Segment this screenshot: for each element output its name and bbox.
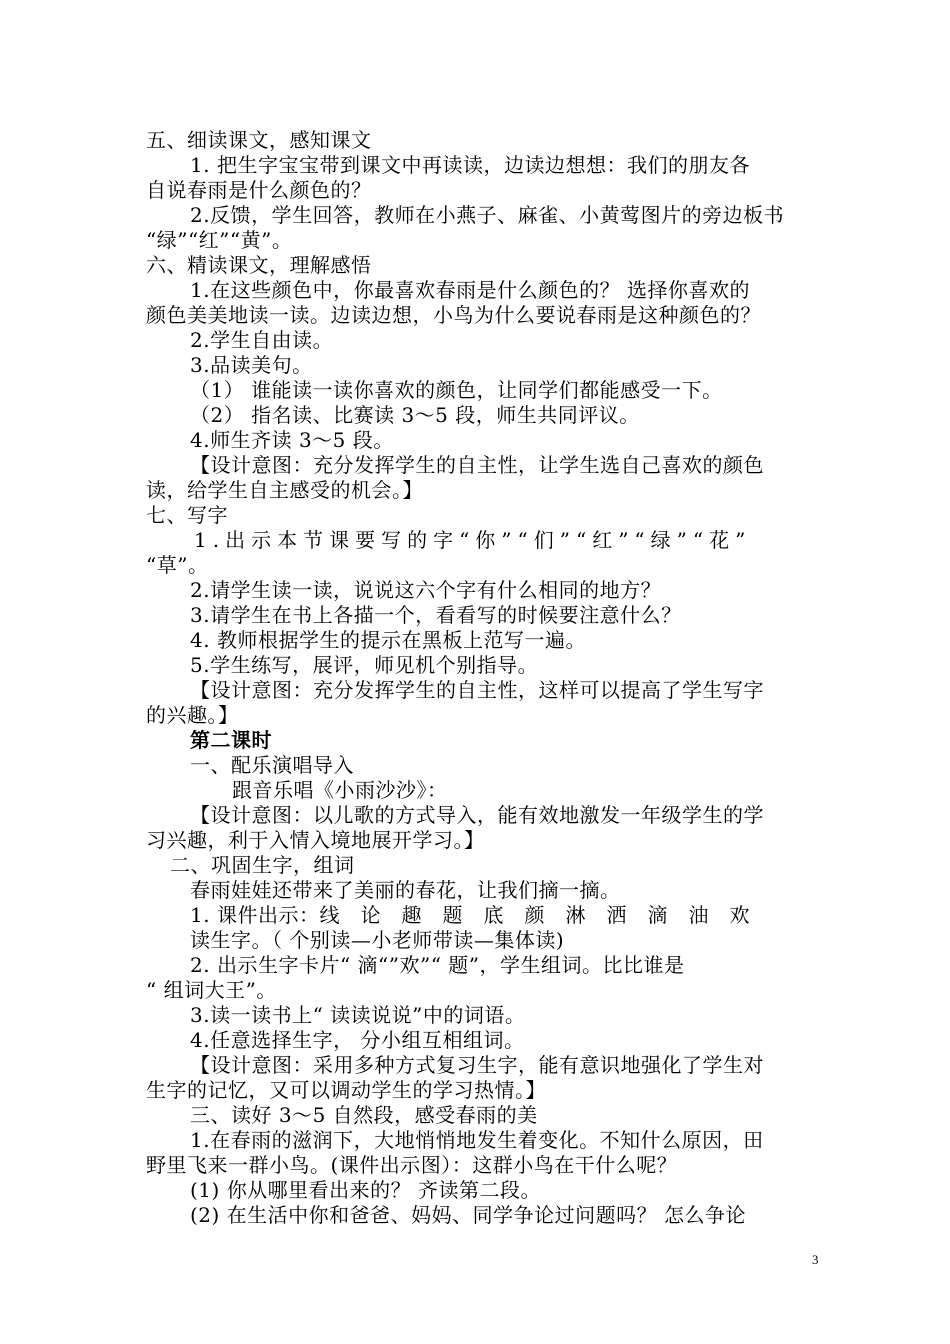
text-line: “绿”“红”“黄”。 — [146, 228, 293, 252]
design-intent-note: 【设计意图：充分发挥学生的自主性，这样可以提高了学生写字 — [190, 678, 764, 702]
text-line: 3.读一读书上“ 读读说说”中的词语。 — [190, 1003, 526, 1027]
text-line: 2.学生自由读。 — [190, 328, 334, 352]
text-line: 4.师生齐读 3～5 段。 — [190, 428, 394, 452]
section-heading: 一、配乐演唱导入 — [190, 753, 354, 777]
text-line: 5.学生练写，展评，师见机个别指导。 — [190, 653, 539, 677]
text-line: (1) 你从哪里看出来的？ 齐读第二段。 — [190, 1178, 542, 1202]
text-line: 1.出示本节课要写的字“你”“们”“红”“绿”“花” — [194, 528, 752, 552]
section-heading: 七、写字 — [146, 503, 228, 527]
text-line: 1. 把生字宝宝带到课文中再读读，边读边想想：我们的朋友各 — [190, 153, 750, 177]
text-line: 1. 课件出示：线 论 趣 题 底 颜 淋 洒 滴 油 欢 — [190, 903, 750, 927]
text-line: 1.在春雨的滋润下，大地悄悄地发生着变化。不知什么原因，田 — [190, 1128, 764, 1152]
text-line: 颜色美美地读一读。边读边想，小鸟为什么要说春雨是这种颜色的？ — [146, 303, 761, 327]
text-line: 3.请学生在书上各描一个，看看写的时候要注意什么？ — [190, 603, 682, 627]
text-line: 3.品读美句。 — [190, 353, 313, 377]
page-number: 3 — [812, 1252, 819, 1267]
design-intent-note: 【设计意图：采用多种方式复习生字，能有意识地强化了学生对 — [190, 1053, 764, 1077]
section-heading: 六、精读课文，理解感悟 — [146, 253, 372, 277]
section-heading: 三、读好 3～5 自然段，感受春雨的美 — [190, 1103, 538, 1127]
text-line: 4. 教师根据学生的提示在黑板上范写一遍。 — [190, 628, 586, 652]
text-line: 1.在这些颜色中，你最喜欢春雨是什么颜色的？ 选择你喜欢的 — [190, 278, 750, 302]
text-line: 野里飞来一群小鸟。(课件出示图）：这群小鸟在干什么呢？ — [146, 1153, 678, 1177]
text-line: （1） 谁能读一读你喜欢的颜色，让同学们都能感受一下。 — [190, 378, 723, 402]
text-line: 自说春雨是什么颜色的？ — [146, 178, 372, 202]
text-line: （2） 指名读、比赛读 3～5 段，师生共同评议。 — [190, 403, 640, 427]
text-line: 读生字。（ 个别读—小老师带读—集体读) — [190, 928, 565, 952]
design-intent-note: 生字的记忆，又可以调动学生的学习热情。】 — [146, 1078, 546, 1102]
text-line: (2) 在生活中你和爸爸、妈妈、同学争论过问题吗？ 怎么争论 — [190, 1203, 747, 1227]
lesson-heading: 第二课时 — [190, 728, 272, 752]
text-line: “ 组词大王”。 — [146, 978, 277, 1002]
section-heading: 二、巩固生字，组词 — [170, 853, 355, 877]
design-intent-note: 【设计意图：充分发挥学生的自主性，让学生选自己喜欢的颜色 — [190, 453, 764, 477]
design-intent-note: 习兴趣，利于入情入境地展开学习。】 — [146, 828, 485, 852]
text-line: 跟音乐唱《小雨沙沙》： — [232, 778, 448, 802]
text-line: 4.任意选择生字， 分小组互相组词。 — [190, 1028, 525, 1052]
design-intent-note: 的兴趣。】 — [146, 703, 239, 727]
text-line: 2.请学生读一读，说说这六个字有什么相同的地方？ — [190, 578, 662, 602]
text-line: 春雨娃娃还带来了美丽的春花，让我们摘一摘。 — [190, 878, 621, 902]
text-line: “草”。 — [146, 553, 209, 577]
design-intent-note: 【设计意图：以儿歌的方式导入，能有效地激发一年级学生的学 — [190, 803, 764, 827]
text-line: 2.反馈，学生回答，教师在小燕子、麻雀、小黄莺图片的旁边板书 — [190, 203, 785, 227]
text-line: 2. 出示生字卡片“ 滴“”欢”“ 题”，学生组词。比比谁是 — [190, 953, 685, 977]
design-intent-note: 读，给学生自主感受的机会。】 — [146, 478, 423, 502]
section-heading: 五、细读课文，感知课文 — [146, 128, 372, 152]
